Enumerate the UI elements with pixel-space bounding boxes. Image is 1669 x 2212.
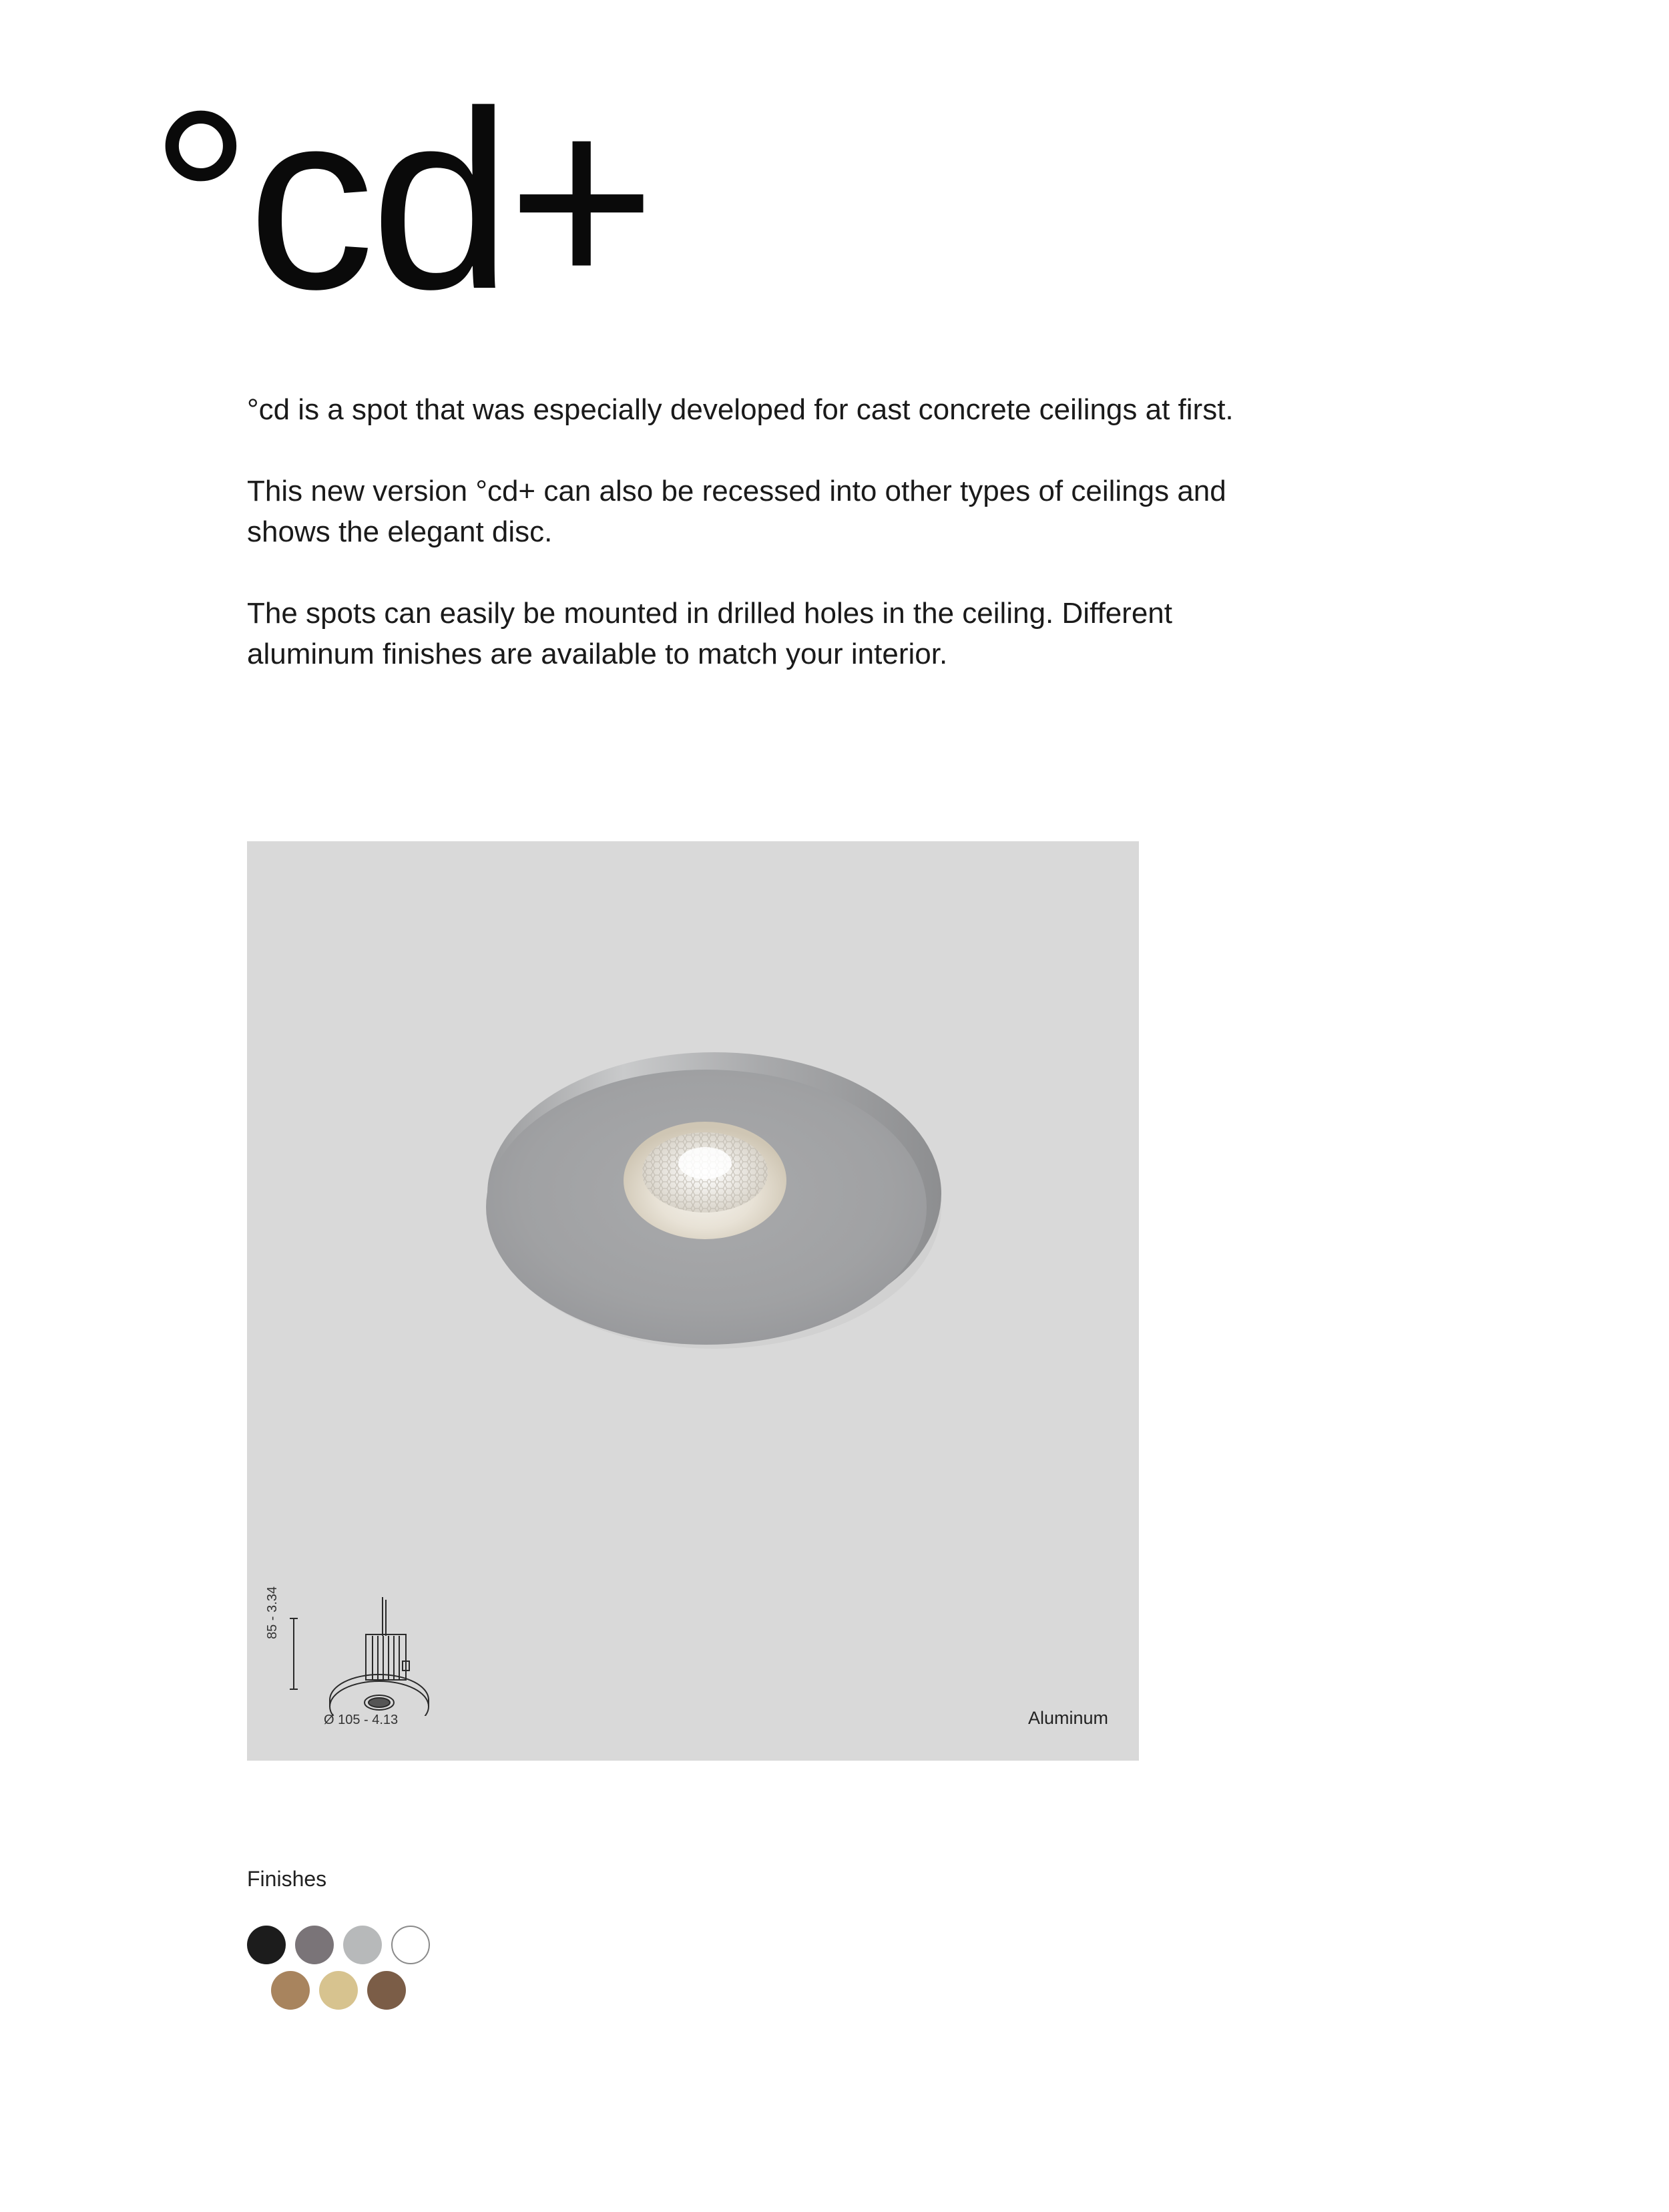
intro-text [247,389,1288,715]
swatch-light-grey[interactable] [343,1926,382,1964]
intro-paragraph: The spots can easily be mounted in drilled holes in the ceiling. Different aluminum finishes are available to match your interior. [247,597,1172,670]
height-dimension: 85 - 3.34 [265,1586,280,1639]
swatch-bronze[interactable] [271,1971,310,2010]
product-image [461,1022,968,1369]
swatch-gold[interactable] [319,1971,358,2010]
finishes-heading: Finishes [247,1867,327,1891]
finish-swatches [247,1926,447,2019]
page-title: °cd+ [150,58,652,342]
product-photo-panel [247,841,1139,1761]
intro-paragraph: This new version °cd+ can also be recessed into other types of ceilings and shows the elegant disc. [247,475,1226,548]
swatch-black[interactable] [247,1926,286,1964]
finish-caption: Aluminum [1027,1708,1108,1728]
intro-paragraph: °cd is a spot that was especially developed for cast concrete ceilings at first. [247,393,1234,426]
diameter-dimension: Ø 105 - 4.13 [324,1713,399,1727]
swatch-dark-grey[interactable] [295,1926,334,1964]
technical-drawing [266,1542,466,1716]
swatch-brown[interactable] [367,1971,406,2010]
swatch-white[interactable] [391,1926,430,1964]
